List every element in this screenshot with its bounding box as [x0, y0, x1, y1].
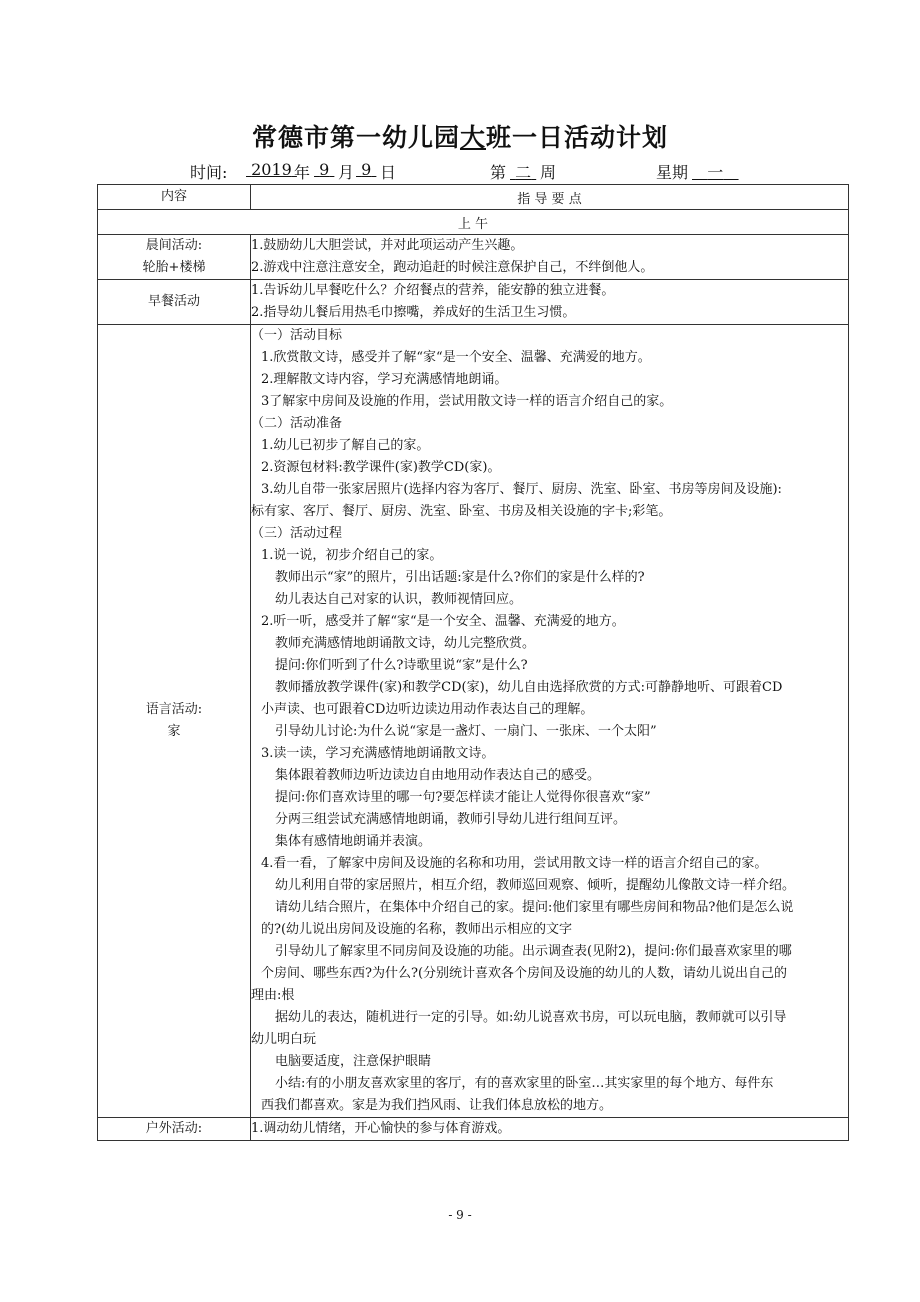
table-header-row: [98, 185, 849, 210]
text-line: 集体有感情地朗诵并表演。: [275, 834, 432, 849]
page-title: 常德市第一幼儿园大班一日活动计划: [251, 123, 669, 152]
page-number: - 9 -: [448, 1208, 472, 1222]
text-line: 集体跟着教师边听边读边自由地用动作表达自己的感受。: [275, 768, 601, 783]
text-line: （二）活动准备: [251, 416, 343, 431]
text-line: （一）活动目标: [251, 328, 343, 343]
text-line: 2.理解散文诗内容，学习充满感情地朗诵。: [261, 372, 508, 387]
weekday-value: 一: [707, 163, 724, 182]
text-line: 请幼儿结合照片，在集体中介绍自己的家。提问:他们家里有哪些房间和物品?他们是怎么说: [275, 900, 794, 915]
table-row: [98, 235, 849, 280]
section-morning: 上 午: [98, 210, 849, 235]
text-line: 幼儿明白玩: [251, 1032, 317, 1047]
language-activity-cell: 语言活动: 家: [98, 325, 251, 1118]
text-line: 1.鼓励幼儿大胆尝试，并对此项运动产生兴趣。: [251, 238, 524, 253]
language-activity-points: [251, 325, 849, 1118]
text-line: 据幼儿的表达，随机进行一定的引导。如:幼儿说喜欢书房，可以玩电脑，教师就可以引导: [275, 1010, 787, 1025]
table-row: [98, 325, 849, 1118]
text-line: 3.读一读，学习充满感情地朗诵散文诗。: [261, 746, 495, 761]
text-line: 小声读、也可跟着CD边听边读边用动作表达自己的理解。: [261, 702, 594, 717]
text-line: 西我们都喜欢。家是为我们挡风雨、让我们体息放松的地方。: [261, 1098, 613, 1113]
time-label: 时间:: [190, 163, 228, 182]
year-value: 2019: [251, 160, 292, 179]
outdoor-activity-cell: 户外活动:: [98, 1118, 251, 1141]
text-line: 分两三组尝试充满感情地朗诵，教师引导幼儿进行组间互评。: [275, 812, 627, 827]
morning-activity-points: [251, 235, 849, 280]
text-line: 电脑要适度，注意保护眼睛: [275, 1054, 432, 1069]
text-line: 2.资源包材料:教学课件(家)教学CD(家)。: [261, 460, 501, 475]
text-line: 幼儿利用自带的家居照片，相互介绍，教师巡回观察、倾听，提醒幼儿像散文诗一样介绍。: [275, 878, 796, 893]
text-line: （三）活动过程: [251, 526, 343, 541]
outdoor-activity-points: [251, 1118, 849, 1141]
breakfast-points: [251, 280, 849, 325]
text-line: 引导幼儿讨论:为什么说“家是一盏灯、一扇门、一张床、一个太阳”: [275, 724, 657, 739]
date-line: 时间: 2019 年 9 月 9 日 第 二 周 星期 一: [190, 160, 790, 184]
text-line: 教师播放教学课件(家)和教学CD(家)，幼儿自由选择欣赏的方式:可静静地听、可跟着CD: [275, 680, 783, 695]
text-line: 教师出示“家”的照片，引出话题:家是什么?你们的家是什么样的?: [275, 570, 645, 585]
table-row: [98, 280, 849, 325]
text-line: 1.调动幼儿情绪，开心愉快的参与体育游戏。: [251, 1121, 511, 1136]
header-guidance: 指 导 要 点: [251, 185, 849, 210]
text-line: 提问:你们听到了什么?诗歌里说“家”是什么?: [275, 658, 528, 673]
weekday-label: 星期: [656, 163, 689, 182]
text-line: 2.听一听，感受并了解“家“是一个安全、温馨、充满爱的地方。: [261, 614, 625, 629]
text-line: 2.指导幼儿餐后用热毛巾擦嘴，养成好的生活卫生习惯。: [251, 305, 576, 320]
text-line: 个房间、哪些东西?为什么?(分别统计喜欢各个房间及设施的幼儿的人数，请幼儿说出自己的: [261, 966, 788, 981]
text-line: 3了解家中房间及设施的作用，尝试用散文诗一样的语言介绍自己的家。: [261, 394, 673, 409]
text-line: 1.说一说，初步介绍自己的家。: [261, 548, 443, 563]
table-row: [98, 1118, 849, 1141]
text-line: 引导幼儿了解家里不同房间及设施的功能。出示调查表(见附2)，提问:你们最喜欢家里的哪: [275, 944, 792, 959]
text-line: 的?(幼儿说出房间及设施的名称，教师出示相应的文字: [261, 922, 573, 937]
morning-activity-cell: 晨间活动: 轮胎+楼梯: [98, 235, 251, 280]
text-line: 小结:有的小朋友喜欢家里的客厅，有的喜欢家里的卧室…其实家里的每个地方、每件东: [275, 1076, 774, 1091]
text-line: 幼儿表达自己对家的认识，教师视情回应。: [275, 592, 523, 607]
text-line: 2.游戏中注意注意安全，跑动追赶的时候注意保护自己，不绊倒他人。: [251, 260, 654, 275]
text-line: 标有家、客厅、餐厅、厨房、洗室、卧室、书房及相关设施的字卡;彩笔。: [251, 504, 672, 519]
header-content: 内容: [98, 185, 251, 210]
activity-plan-table: [97, 184, 849, 1141]
text-line: 1.告诉幼儿早餐吃什么？介绍餐点的营养，能安静的独立进餐。: [251, 283, 615, 298]
text-line: 理由:根: [251, 988, 295, 1003]
text-line: 1.欣赏散文诗，感受并了解“家“是一个安全、温馨、充满爱的地方。: [261, 350, 651, 365]
text-line: 提问:你们喜欢诗里的哪一句?要怎样读才能让人觉得你很喜欢“家”: [275, 790, 651, 805]
month-value: 9: [319, 160, 330, 179]
section-row: [98, 210, 849, 235]
text-line: 4.看一看，了解家中房间及设施的名称和功用，尝试用散文诗一样的语言介绍自己的家。: [261, 856, 768, 871]
text-line: 3.幼儿自带一张家居照片(选择内容为客厅、餐厅、厨房、洗室、卧室、书房等房间及设施):: [261, 482, 782, 497]
text-line: 1.幼儿已初步了解自己的家。: [261, 438, 430, 453]
week-number: 二: [515, 163, 532, 182]
day-value: 9: [361, 160, 372, 179]
breakfast-cell: 早餐活动: [98, 280, 251, 325]
text-line: 教师充满感情地朗诵散文诗，幼儿完整欣赏。: [275, 636, 536, 651]
